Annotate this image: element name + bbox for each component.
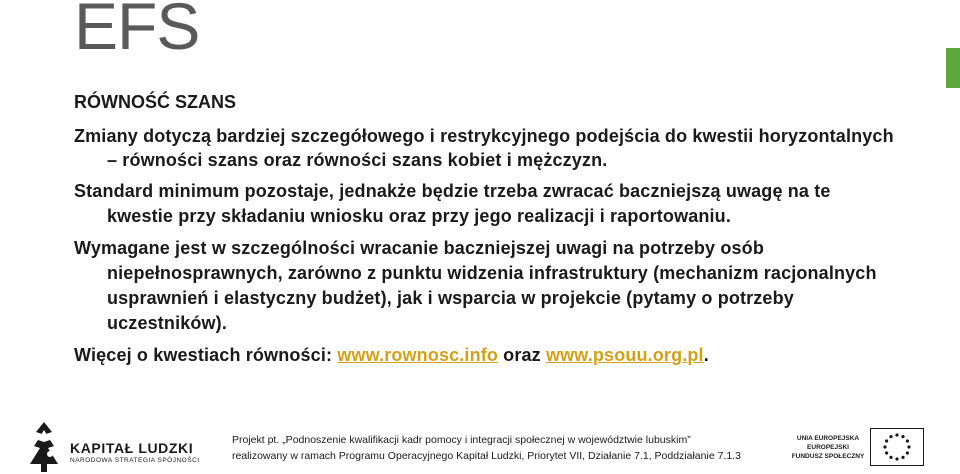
eu-line-1: UNIA EUROPEJSKA [796,435,860,442]
link-rownosc[interactable]: www.rownosc.info [337,345,499,365]
paragraph-2: Standard minimum pozostaje, jednakże będzie trzeba zwracać baczniejszą uwagę na te kwestie przy składaniu wniosku oraz przy jego realizacji i raportowaniu. [74,181,831,226]
slide-title: EFS [74,0,200,63]
project-info [232,432,741,464]
section-heading: RÓWNOŚĆ SZANS [74,92,236,112]
paragraph-1: Zmiany dotyczą bardziej szczegółowego i restrykcyjnego podejścia do kwestii horyzontalnych – równości szans oraz równości szans kobiet i mężczyzn. [74,126,894,170]
eu-label [786,434,870,461]
kapital-ludzki-subtitle: NARODOWA STRATEGIA SPÓJNOŚCI [70,457,200,464]
link-psouu[interactable]: www.psouu.org.pl [545,345,704,365]
eu-line-2: EUROPEJSKI [807,444,849,451]
kapital-ludzki-title: KAPITAŁ LUDZKI [70,440,194,456]
slide-content [74,92,894,375]
project-line-1: Projekt pt. „Podnoszenie kwalifikacji kadr pomocy i integracji społecznej w województwie lubuskim” [232,434,691,446]
eu-line-3: FUNDUSZ SPOŁECZNY [791,453,865,460]
project-line-2: realizowany w ramach Programu Operacyjnego Kapitał Ludzki, Priorytet VII, Działanie 7.1, Poddziałanie 7.1.3 [232,450,741,462]
more-info-line [74,343,894,368]
accent-bar [946,48,960,88]
eu-flag-icon [870,428,924,466]
footer [0,412,960,474]
more-info-suffix: . [703,345,709,365]
paragraph-3: Wymagane jest w szczególności wracanie baczniejszej uwagi na potrzeby osób niepełnosprawnych, zarówno z punktu widzenia infrastruktury (mechanizm racjonalnych usprawnień i elastyczny budżet), jak i wsparcia w projekcie (pytamy o potrzeby uczestników). [74,238,877,333]
kapital-ludzki-logo-icon [24,420,64,474]
more-info-middle: oraz [498,345,546,365]
more-info-prefix: Więcej o kwestiach równości: [74,345,338,365]
